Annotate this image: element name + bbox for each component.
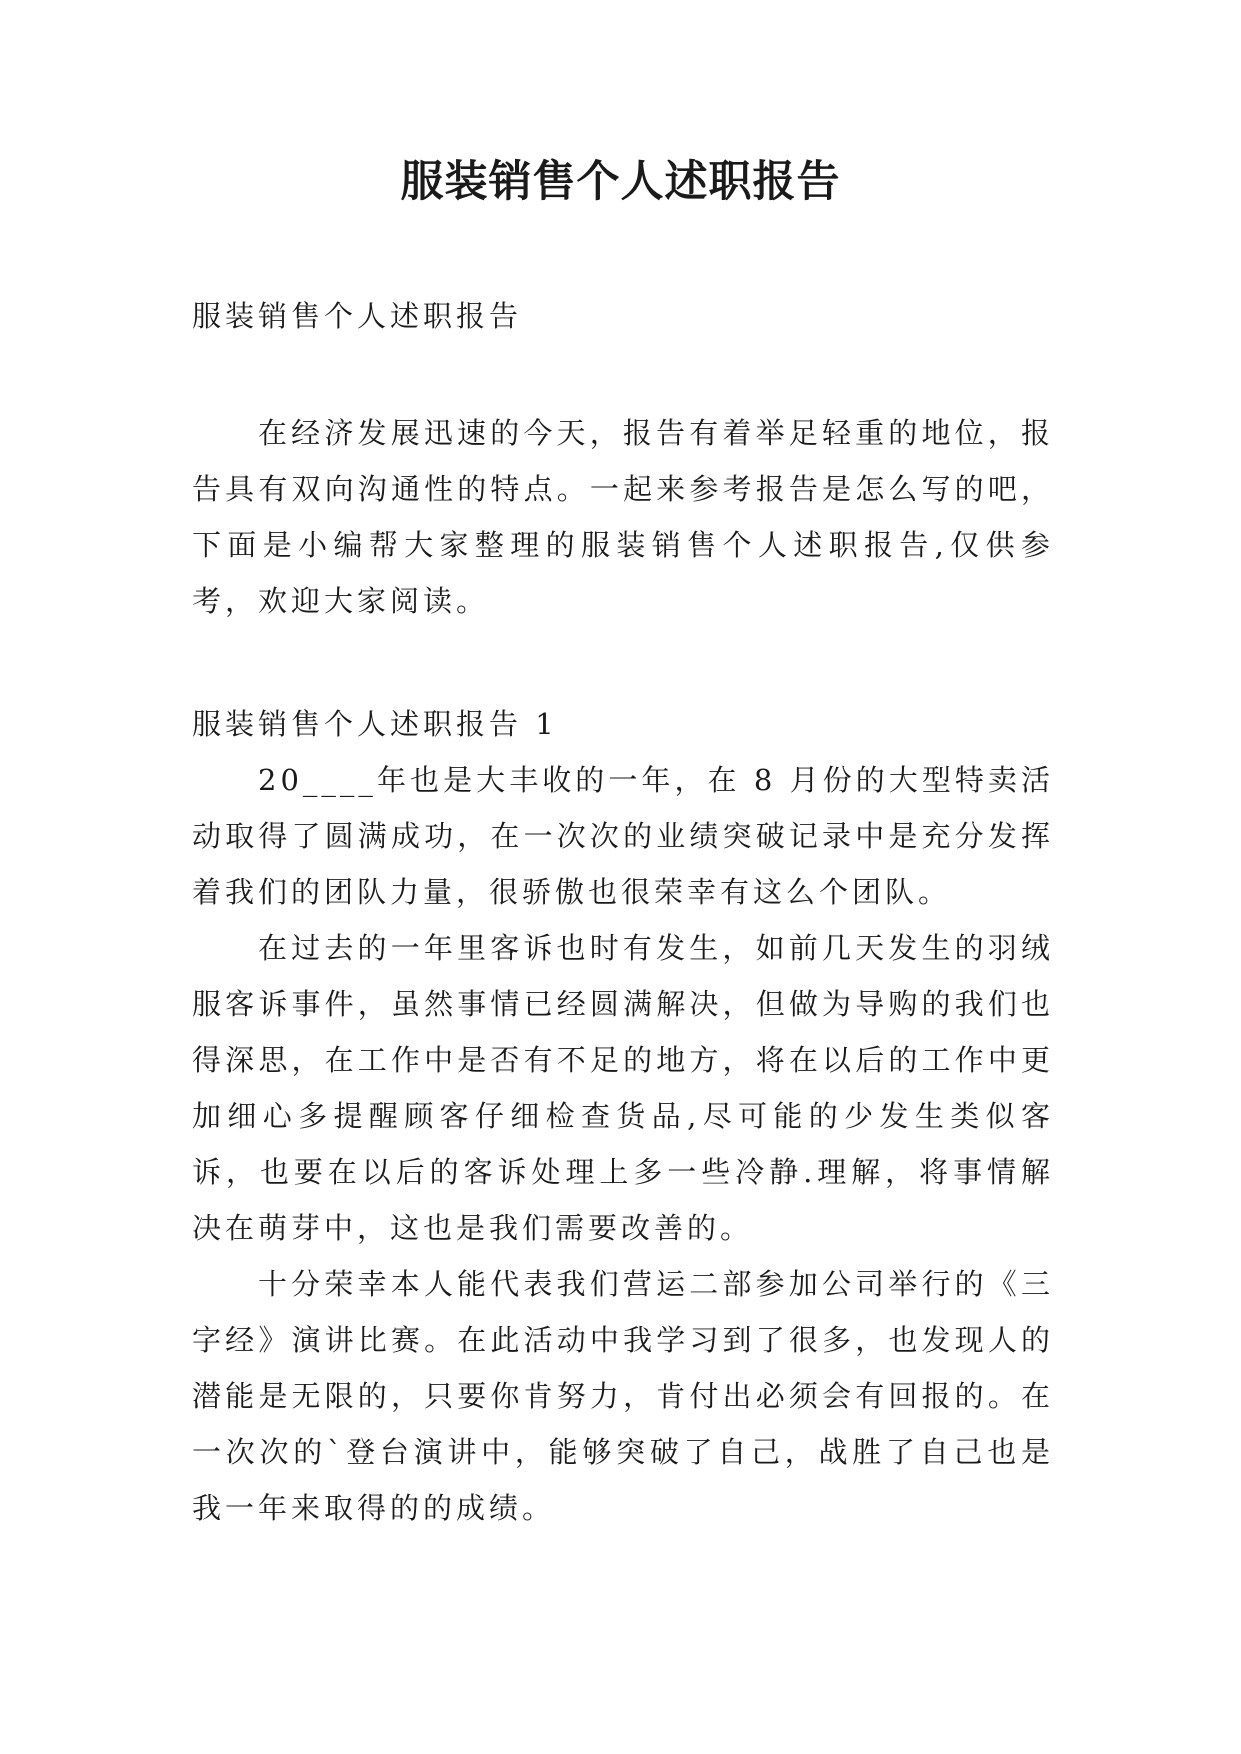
document-subtitle: 服装销售个人述职报告 [192,299,523,333]
intro-paragraph: 在经济发展迅速的今天，报告有着举足轻重的地位，报告具有双向沟通性的特点。一起来参考报告是怎么写的吧，下面是小编帮大家整理的服装销售个人述职报告,仅供参考，欢迎大家阅读。 [192,416,1054,618]
document-subtitle-block [192,288,1054,344]
body-paragraph: 十分荣幸本人能代表我们营运二部参加公司举行的《三字经》演讲比赛。在此活动中我学习到了很多，也发现人的潜能是无限的，只要你肯努力，肯付出必须会有回报的。在一次次的`登台演讲中，能够突破了自己，战胜了自己也是我一年来取得的的成绩。 [192,1267,1054,1525]
body-paragraph: 20____年也是大丰收的一年，在 8 月份的大型特卖活动取得了圆满成功，在一次次的业绩突破记录中是充分发挥着我们的团队力量，很骄傲也很荣幸有这么个团队。 [192,763,1054,909]
section-1 [192,696,1054,1536]
intro-block [192,405,1054,629]
section-heading: 服装销售个人述职报告 1 [192,707,558,741]
body-paragraph: 在过去的一年里客诉也时有发生，如前几天发生的羽绒服客诉事件，虽然事情已经圆满解决，但做为导购的我们也得深思，在工作中是否有不足的地方，将在以后的工作中更加细心多提醒顾客仔细检查货品,尽可能的少发生类似客诉，也要在以后的客诉处理上多一些冷静.理解，将事情解决在萌芽中，这也是我们需要改善的。 [192,931,1054,1245]
document-title: 服装销售个人述职报告 [400,157,841,207]
